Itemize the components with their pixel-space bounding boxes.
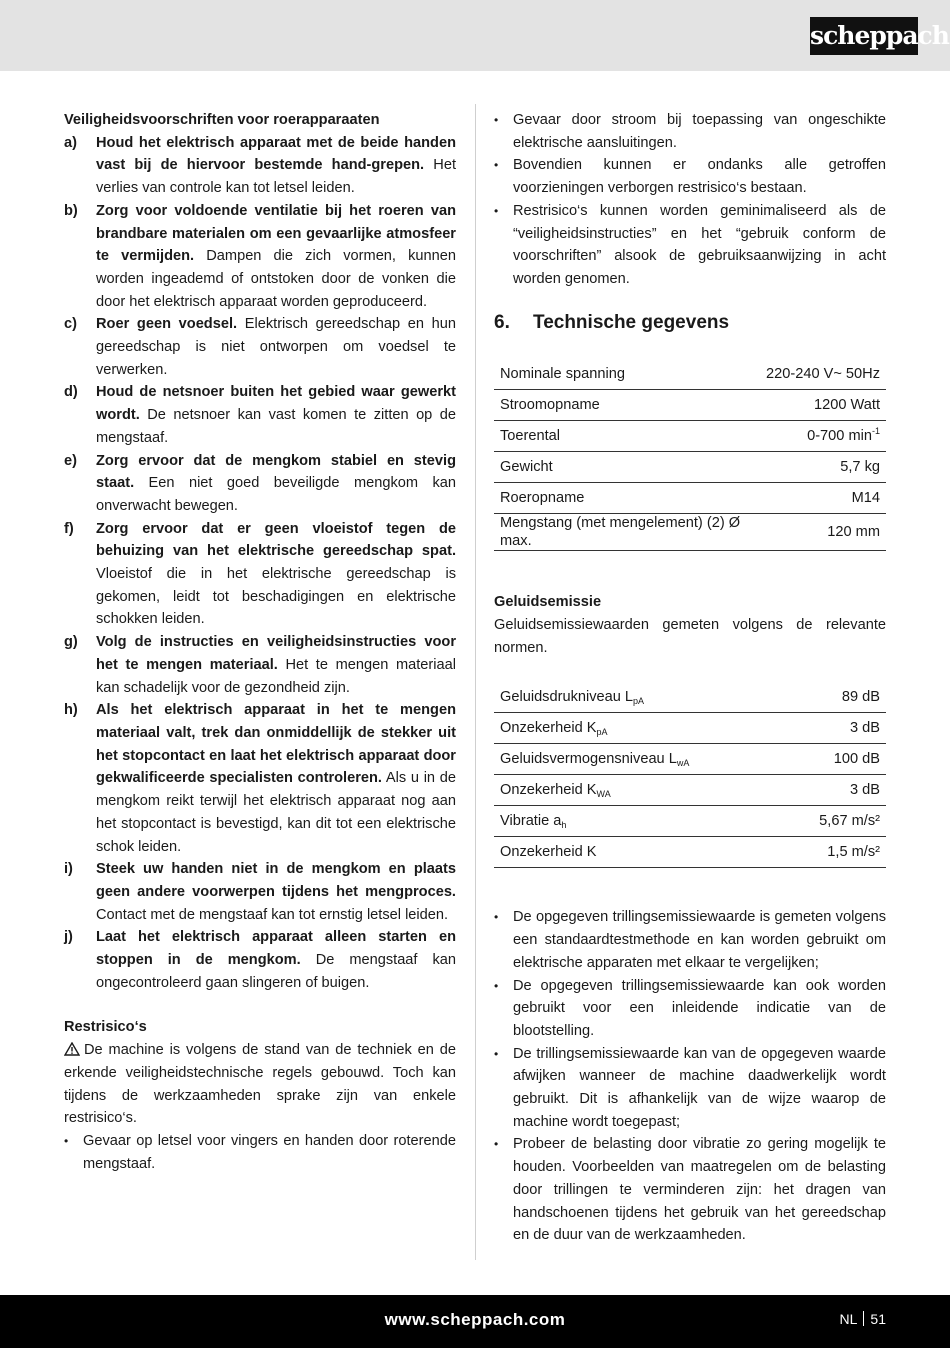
item-text [96,858,456,926]
bullet-icon: • [494,113,499,127]
bullet-text: Bovendien kunnen er ondanks alle getroffen voorzieningen verborgen restrisico‘s bestaan. [513,157,886,197]
brand-logo: scheppach [810,17,918,55]
row-label-text: Toerental [500,428,561,445]
noise-text: Geluidsemissiewaarden gemeten volgens de relevante normen. [494,617,886,656]
bullet-item [494,200,886,291]
row-label-text: Mengstang (met mengelement) (2) Ø max. [500,515,741,550]
item-plain-text: De mengstaaf kan ongecontroleerd gaan slingeren of buigen. [96,952,456,991]
safety-item [64,200,456,314]
bullet-text: Probeer de belasting door vibratie zo gering mogelijk te houden. Voorbeelden van maatregelen om de belasting door trillingen te verminderen zijn: het dragen van handschoenen tijdens het gebruik van het gereedschap en de duur van de werkzaamheden. [513,1136,886,1244]
vibration-list [494,906,886,1247]
bullet-icon: • [494,978,499,993]
row-label [494,837,782,868]
item-label: f) [64,520,74,537]
column-divider [475,104,476,1260]
row-value-text: 120 mm [827,524,880,541]
noise-heading: Geluidsemissie [494,594,602,611]
item-text [96,518,456,632]
table-row [494,452,886,483]
bullet-item [494,1133,886,1247]
row-value-text: 5,7 kg [840,459,880,476]
item-plain-text: Elektrisch gereedschap en hun gereedschap is niet ontworpen om voedsel te verwerken. [96,316,456,378]
row-value [760,452,886,483]
item-plain-text: De netsnoer kan vast komen te zitten op de mengstaaf. [96,407,456,446]
item-bold-text: Zorg ervoor dat de mengkom stabiel en stevig staat. [96,452,456,492]
item-bold-text: Houd de netsnoer buiten het gebied waar gewerkt wordt. [96,384,456,424]
row-value-text: 1200 Watt [814,397,880,414]
bullet-icon: • [494,203,499,218]
risk-list [494,109,886,291]
row-value [760,390,886,421]
bullet-text: Restrisico‘s kunnen worden geminimaliseerd als de “veiligheidsinstructies” en het “gebruik conform de voorschriften” alsook de gebruiksaanwijzing in acht worden genomen. [513,202,886,287]
row-value [782,713,886,744]
bullet-icon: • [494,1046,499,1061]
table-row [494,806,886,837]
row-label [494,682,782,713]
row-label [494,483,760,514]
bullet-text: De opgegeven trillingsemissiewaarde kan ook worden gebruikt voor een inleidende indicatie van de blootstelling. [513,977,886,1039]
bullet-icon: • [494,1137,499,1152]
item-label: a) [64,134,77,151]
item-label: h) [64,702,78,719]
bullet-item [494,906,886,974]
safety-item [64,631,456,699]
item-text [96,631,456,699]
row-value-text: 5,67 m/s² [819,813,880,830]
safety-item [64,926,456,994]
row-value [782,682,886,713]
row-value-text: 220-240 V~ 50Hz [766,366,880,383]
table-row [494,744,886,775]
table-row [494,483,886,514]
bullet-text: Gevaar op letsel voor vingers en handen door roterende mengstaaf. [83,1132,456,1172]
row-label [494,390,760,421]
row-value [760,483,886,514]
row-value-text: 3 dB [849,720,880,737]
item-bold-text: Zorg voor voldoende ventilatie bij het roeren van brandbare materialen om een gevaarlijke atmosfeer te vermijden. [96,202,456,265]
item-text [96,132,456,200]
table-row [494,390,886,421]
item-text [96,200,456,314]
item-label: j) [64,929,73,946]
item-label: g) [64,634,78,651]
table-row [494,514,886,551]
safety-heading: Veiligheidsvoorschriften voor roerapparaaten [64,112,380,128]
section-title [494,312,886,335]
bullet-icon: • [494,910,499,925]
row-value-text: 0-700 min [807,428,872,445]
row-value [782,837,886,868]
safety-item [64,132,456,200]
header-bar [0,0,950,71]
safety-list [64,132,456,995]
footer-bar [0,1295,950,1348]
row-label-sub: wA [676,758,690,769]
row-label-sub: h [561,820,567,831]
item-text [96,313,456,381]
item-label: e) [64,452,77,469]
row-value [782,775,886,806]
item-text [96,381,456,449]
item-plain-text: Contact met de mengstaaf kan tot ernstig letsel leiden. [96,906,449,923]
row-value-text: 3 dB [849,782,880,799]
row-label-sub: WA [596,789,611,800]
row-value-sup: -1 [871,426,880,437]
page-number: NL 51 [839,1311,886,1327]
row-label-text: Geluidsdrukniveau L [500,689,634,706]
section-number: 6. [494,311,510,333]
row-label-text: Roeropname [500,490,585,507]
residual-risk-text: De machine is volgens de stand van de techniek en de erkende veiligheidstechnische regels gebouwd. Toch kan tijdens de werkzaamheden sprake zijn van enkele restrisico‘s. [64,1042,456,1127]
row-label-text: Geluidsvermogensniveau L [500,751,677,768]
item-plain-text: Het verlies van controle kan tot letsel leiden. [96,157,456,197]
bullet-item [494,1043,886,1134]
table-row [494,713,886,744]
item-plain-text: Dampen die zich vormen, kunnen worden ingeademd of ontstoken door de vonken die door het elektrisch apparaat worden geproduceerd. [96,248,456,310]
row-label-text: Gewicht [500,459,553,476]
item-plain-text: Een niet goed beveiligde mengkom kan onverwacht bewegen. [96,475,456,514]
row-label-sub: pA [633,696,645,707]
item-bold-text: Houd het elektrisch apparaat met de beide handen vast bij de hiervoor bestemde hand-grepen. [96,134,456,174]
row-label [494,713,782,744]
row-label [494,452,760,483]
row-label-text: Stroomopname [500,397,600,414]
bullet-item [494,109,886,154]
bullet-text: De opgegeven trillingsemissiewaarde is gemeten volgens een standaardtestmethode en kan worden gebruikt om elektrische apparaten met elkaar te vergelijken; [513,909,886,971]
item-label: b) [64,202,78,219]
safety-item [64,450,456,518]
table-row [494,775,886,806]
item-text [96,450,456,518]
bullet-item [494,975,886,1043]
left-column [64,109,456,1175]
safety-item [64,313,456,381]
row-value-text: 1,5 m/s² [827,844,880,861]
row-label-text: Onzekerheid K [500,844,597,861]
bullet-item [494,154,886,199]
row-value-text: 100 dB [833,751,880,768]
item-label: i) [64,861,73,878]
safety-item [64,699,456,858]
row-label-text: Vibratie a [500,813,562,830]
row-value [782,806,886,837]
row-label [494,744,782,775]
noise-table [494,682,886,868]
table-row [494,682,886,713]
item-text [96,699,456,858]
row-label [494,514,760,551]
row-value [760,421,886,452]
item-bold-text: Volg de instructies en veiligheidsinstructies voor het te mengen materiaal. [96,634,456,673]
safety-item [64,381,456,449]
row-label-text: Nominale spanning [500,366,625,383]
residual-risk-heading: Restrisico‘s [64,1019,147,1036]
row-value [760,359,886,390]
row-value-text: 89 dB [841,689,880,706]
item-bold-text: Roer geen voedsel. [96,316,238,333]
residual-risk-list [64,1130,456,1175]
section-title-text: Technische gegevens [533,311,730,333]
item-bold-text: Zorg ervoor dat er geen vloeistof tegen de behuizing van het elektrische gereedschap spat. [96,520,456,560]
table-row [494,837,886,868]
item-plain-text: Als u in de mengkom reikt terwijl het elektrisch apparaat nog aan het stopcontact is bevestigd, kan dit tot een elektrische schok leiden. [96,770,456,855]
row-label [494,359,760,390]
row-value [782,744,886,775]
bullet-icon: • [494,158,499,173]
bullet-item [64,1130,456,1175]
bullet-text: De trillingsemissiewaarde kan van de opgegeven waarde afwijken wanneer de machine daadwerkelijk wordt gebruikt. Dit is afhankelijk van de wijze waarop de machine wordt toegepast; [513,1045,886,1130]
right-column [494,109,886,1247]
item-bold-text: Als het elektrisch apparaat in het te mengen materiaal valt, trek dan onmiddellijk de stekker uit het stopcontact en laat het elektrisch apparaat door gekwalificeerde specialisten controleren. [96,702,456,787]
item-text [96,926,456,994]
row-value [760,514,886,551]
item-bold-text: Laat het elektrisch apparaat alleen starten en stoppen in de mengkom. [96,929,456,969]
item-bold-text: Steek uw handen niet in de mengkom en plaats geen andere voorwerpen tijdens het mengproces. [96,861,456,900]
row-label [494,775,782,806]
bullet-text: Gevaar door stroom bij toepassing van ongeschikte elektrische aansluitingen. [513,112,886,151]
safety-item [64,858,456,926]
row-label [494,806,782,837]
row-value-text: M14 [851,490,880,507]
footer-url[interactable]: www.scheppach.com [384,1310,566,1329]
warning-icon [64,1042,80,1056]
row-label [494,421,760,452]
item-plain-text: Het te mengen materiaal kan schadelijk voor de gezondheid zijn. [96,656,456,696]
table-row [494,359,886,390]
row-label-sub: pA [596,727,608,738]
tech-table [494,359,886,551]
row-label-text: Onzekerheid K [500,782,597,799]
safety-item [64,518,456,632]
item-label: d) [64,384,78,401]
bullet-icon: • [64,1133,69,1148]
item-plain-text: Vloeistof die in het elektrische gereedschap is gekomen, leidt tot beschadigingen en elektrische schokken leiden. [96,566,456,628]
table-row [494,421,886,452]
row-label-text: Onzekerheid K [500,720,597,737]
item-label: c) [64,316,77,333]
